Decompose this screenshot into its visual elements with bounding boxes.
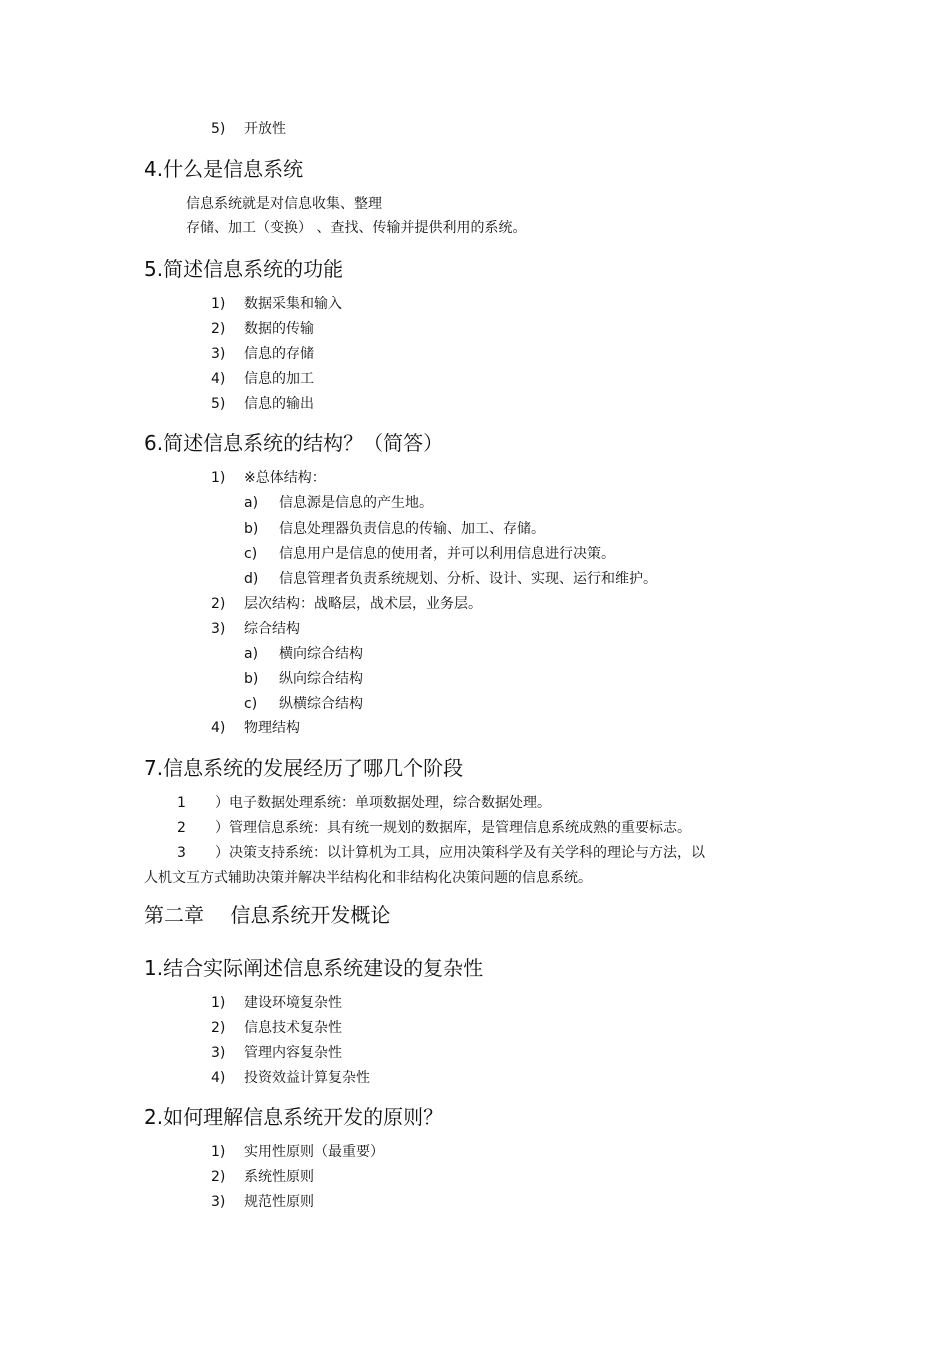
- sub-list-letter: c): [244, 546, 258, 562]
- sub-list-letter: b): [244, 671, 259, 687]
- list-number: 3): [211, 1194, 226, 1210]
- list-number: 1): [211, 296, 226, 312]
- paragraph-line: 人机文互方式辅助决策并解决半结构化和非结构化决策问题的信息系统。: [144, 870, 592, 886]
- list-number: 2): [211, 596, 226, 612]
- list-item: 信息的输出: [244, 396, 314, 412]
- list-number: 1: [177, 795, 186, 811]
- list-item: ）决策支持系统：以计算机为工具，应用决策科学及有关学科的理论与方法，以: [215, 845, 705, 861]
- sub-list-item: 信息处理器负责信息的传输、加工、存储。: [279, 521, 545, 537]
- section-heading: 7.信息系统的发展经历了哪几个阶段: [144, 756, 464, 780]
- list-number: 5): [211, 396, 226, 412]
- section-heading: 5.简述信息系统的功能: [144, 257, 344, 281]
- list-item: 建设环境复杂性: [244, 995, 342, 1011]
- sub-list-letter: b): [244, 521, 259, 537]
- list-number: 5): [211, 121, 226, 137]
- sub-list-item: 纵向综合结构: [279, 671, 363, 687]
- list-number: 2: [177, 820, 186, 836]
- sub-list-item: 信息管理者负责系统规划、分析、设计、实现、运行和维护。: [279, 571, 657, 587]
- list-number: 4): [211, 371, 226, 387]
- list-item: 信息技术复杂性: [244, 1020, 342, 1036]
- sub-list-item: 纵横综合结构: [279, 696, 363, 712]
- chapter-heading: 第二章 信息系统开发概论: [144, 903, 391, 927]
- list-number: 1): [211, 995, 226, 1011]
- list-number: 1): [211, 1144, 226, 1160]
- list-number: 2): [211, 1020, 226, 1036]
- list-item: 综合结构: [244, 621, 300, 637]
- section-heading: 2.如何理解信息系统开发的原则？: [144, 1105, 444, 1129]
- list-item: 数据的传输: [244, 321, 314, 337]
- sub-list-item: 信息用户是信息的使用者，并可以利用信息进行决策。: [279, 546, 615, 562]
- sub-list-letter: d): [244, 571, 259, 587]
- list-number: 2): [211, 321, 226, 337]
- list-item: 信息的存储: [244, 346, 314, 362]
- list-item: 投资效益计算复杂性: [244, 1070, 370, 1086]
- section-heading: 1.结合实际阐述信息系统建设的复杂性: [144, 956, 484, 980]
- list-item: 层次结构：战略层，战术层，业务层。: [244, 596, 482, 612]
- list-number: 3: [177, 845, 186, 861]
- list-item: ）电子数据处理系统：单项数据处理，综合数据处理。: [215, 795, 551, 811]
- list-number: 4): [211, 1070, 226, 1086]
- paragraph-line: 存储、加工（变换） 、查找、传输并提供利用的系统。: [186, 220, 527, 236]
- list-item: 数据采集和输入: [244, 296, 342, 312]
- section-heading: 4.什么是信息系统: [144, 157, 304, 181]
- list-number: 3): [211, 346, 226, 362]
- sub-list-letter: a): [244, 646, 259, 662]
- list-item: 管理内容复杂性: [244, 1045, 342, 1061]
- sub-list-letter: c): [244, 696, 258, 712]
- paragraph-line: 信息系统就是对信息收集、整理: [186, 196, 382, 212]
- list-item: 规范性原则: [244, 1194, 314, 1210]
- list-item: 系统性原则: [244, 1169, 314, 1185]
- sub-list-item: 横向综合结构: [279, 646, 363, 662]
- list-item: ）管理信息系统：具有统一规划的数据库，是管理信息系统成熟的重要标志。: [215, 820, 691, 836]
- list-number: 2): [211, 1169, 226, 1185]
- sub-list-letter: a): [244, 495, 259, 511]
- list-item: 开放性: [244, 121, 286, 137]
- list-number: 4): [211, 720, 226, 736]
- list-item: ※总体结构：: [244, 470, 326, 486]
- sub-list-item: 信息源是信息的产生地。: [279, 495, 433, 511]
- list-item: 实用性原则（最重要）: [244, 1144, 384, 1160]
- list-item: 物理结构: [244, 720, 300, 736]
- section-heading: 6.简述信息系统的结构？（简答）: [144, 431, 444, 455]
- list-number: 1): [211, 470, 226, 486]
- list-number: 3): [211, 621, 226, 637]
- list-item: 信息的加工: [244, 371, 314, 387]
- list-number: 3): [211, 1045, 226, 1061]
